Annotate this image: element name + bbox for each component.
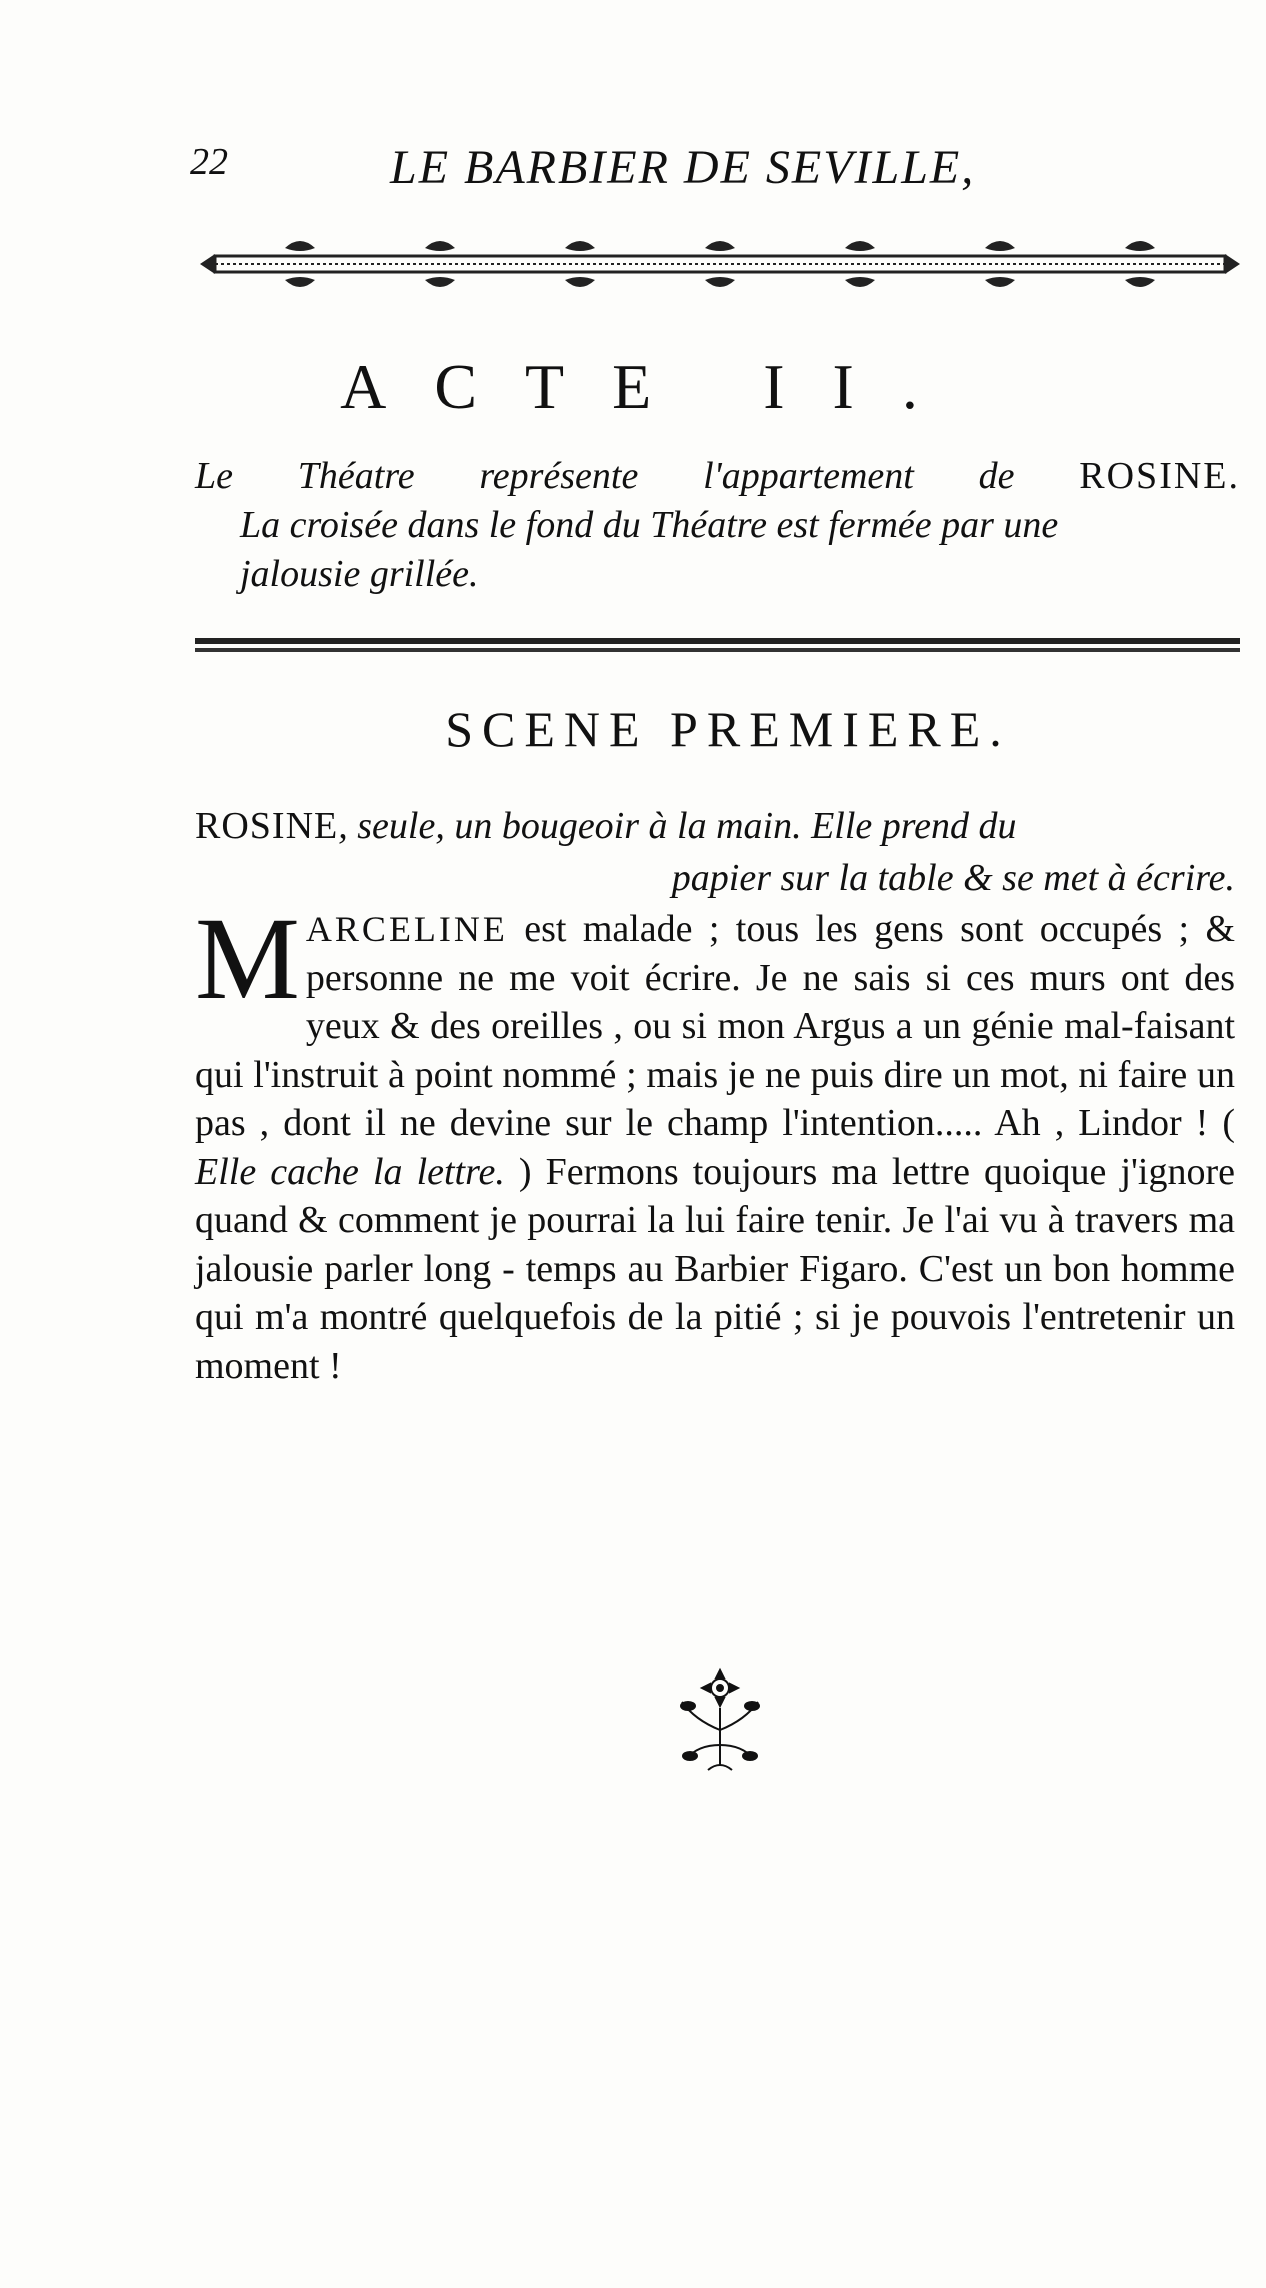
- speech-paragraph: [195, 893, 1235, 1390]
- running-title: LE BARBIER DE SEVILLE,: [390, 141, 976, 194]
- floral-tailpiece-icon: [668, 1660, 773, 1780]
- double-rule-divider: [195, 638, 1240, 658]
- speech-text-a: est malade ; tous les gens sont occupés ; & personne ne me voit écrire. Je ne sais si ces murs ont des yeux & des oreilles , ou si mon Argus a un génie mal-faisant qui l'instruit à point nommé ; mais je ne puis dire un mot, ni faire un pas , dont il ne devine sur le champ l'intention..... Ah , Lindor ! (: [195, 908, 1235, 1144]
- stage-direction-line-1: Le Théatre représente l'appartement de ROSINE.: [195, 455, 1240, 497]
- act-title: ACTE II.: [340, 351, 966, 422]
- stage-direction: [195, 452, 1240, 599]
- speech-opening-smallcaps: ARCELINE: [305, 909, 508, 949]
- speaker-direction: [195, 800, 1235, 904]
- page-number: 22: [190, 141, 228, 183]
- stage-direction-line-2: La croisée dans le fond du Théatre est fermée par une: [240, 504, 1059, 546]
- character-name: ROSINE.: [1079, 455, 1240, 497]
- italic-aside: Elle cache la lettre.: [195, 1150, 505, 1193]
- scene-title: SCENE PREMIERE.: [445, 701, 1011, 757]
- running-header: [190, 140, 1090, 194]
- drop-cap: M: [195, 893, 300, 1024]
- stage-direction-line-3: jalousie grillée.: [240, 553, 479, 595]
- speaker-direction-line-2: papier sur la table & se met à écrire.: [671, 857, 1235, 899]
- speaker-direction-line-1: , seule, un bougeoir à la main. Elle prend du: [338, 805, 1017, 847]
- ornamental-headpiece: [195, 228, 1245, 298]
- speech-text-b: ) Fermons toujours ma lettre quoique j'ignore quand & comment je pourrai la lui faire tenir. Je l'ai vu à travers ma jalousie parler long - temps au Barbier Figaro. C'est un bon homme qui m'a montré quelquefois de la pitié ; si je pouvois l'entretenir un moment !: [195, 1150, 1235, 1387]
- speaker-name: ROSINE: [195, 805, 339, 847]
